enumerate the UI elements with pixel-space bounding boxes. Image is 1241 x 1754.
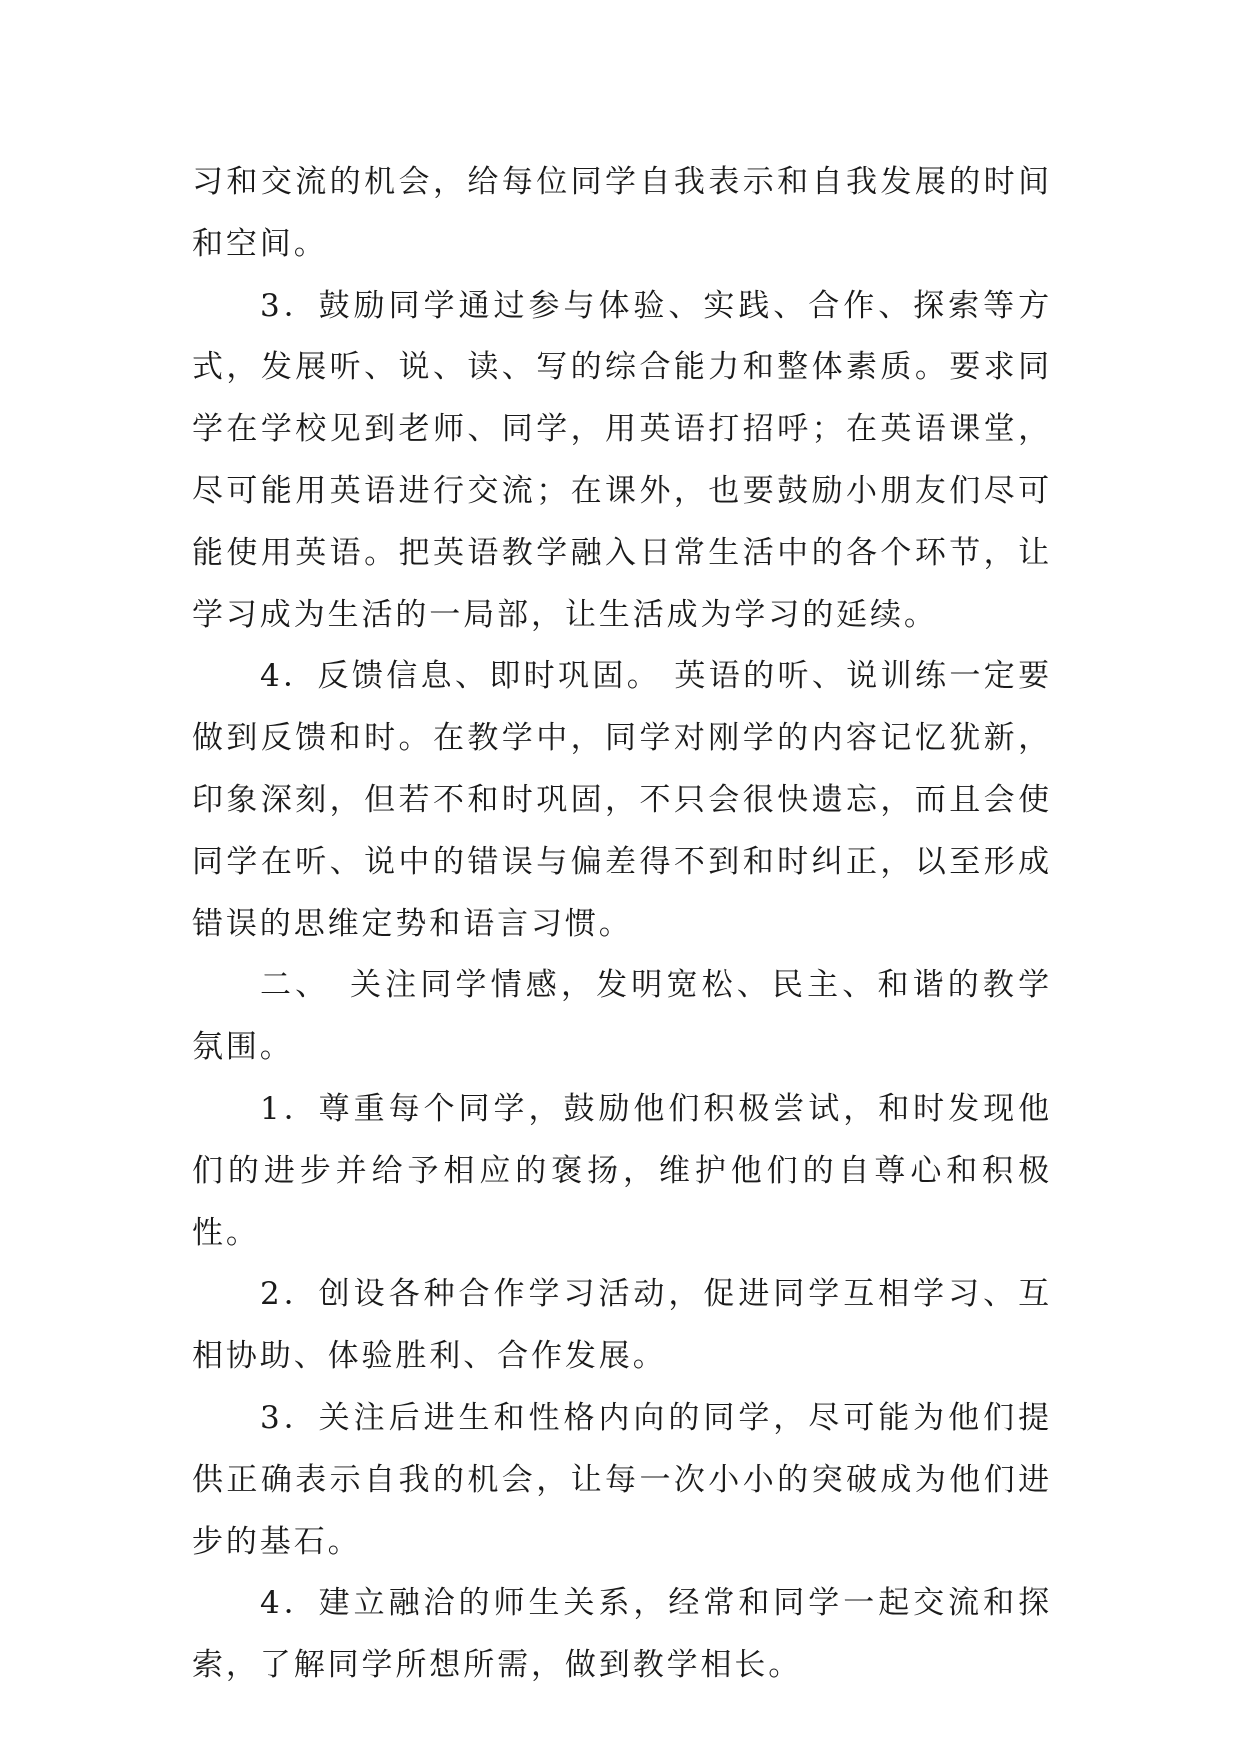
paragraph-point-3-attention: 3．关注后进生和性格内向的同学，尽可能为他们提供正确表示自我的机会，让每一次小小的突破成为他们进步的基石。 bbox=[192, 1399, 1052, 1560]
paragraph-continuation: 习和交流的机会，给每位同学自我表示和自我发展的时间和空间。 bbox=[192, 164, 1052, 262]
paragraph-point-4-feedback: 4．反馈信息、即时巩固。 英语的听、说训练一定要做到反馈和时。在教学中，同学对刚学的内容记忆犹新，印象深刻，但若不和时巩固，不只会很快遗忘，而且会使同学在听、说中的错误与偏差得不到和时纠正，以至形成错误的思维定势和语言习惯。 bbox=[192, 658, 1052, 942]
paragraph-point-3-practice: 3．鼓励同学通过参与体验、实践、合作、探索等方式，发展听、说、读、写的综合能力和整体素质。要求同学在学校见到老师、同学，用英语打招呼；在英语课堂，尽可能用英语进行交流；在课外，也要鼓励小朋友们尽可能使用英语。把英语教学融入日常生活中的各个环节，让学习成为生活的一局部，让生活成为学习的延续。 bbox=[192, 287, 1052, 633]
document-page bbox=[192, 152, 1052, 1697]
paragraph-point-1-respect: 1．尊重每个同学，鼓励他们积极尝试，和时发现他们的进步并给予相应的褒扬，维护他们的自尊心和积极性。 bbox=[192, 1090, 1052, 1251]
paragraph-point-2-cooperation: 2．创设各种合作学习活动，促进同学互相学习、互相协助、体验胜利、合作发展。 bbox=[192, 1276, 1052, 1375]
section-heading-2: 二、 关注同学情感，发明宽松、民主、和谐的教学氛围。 bbox=[192, 967, 1052, 1066]
paragraph-point-4-relationship: 4．建立融洽的师生关系，经常和同学一起交流和探索，了解同学所想所需，做到教学相长。 bbox=[192, 1585, 1052, 1684]
